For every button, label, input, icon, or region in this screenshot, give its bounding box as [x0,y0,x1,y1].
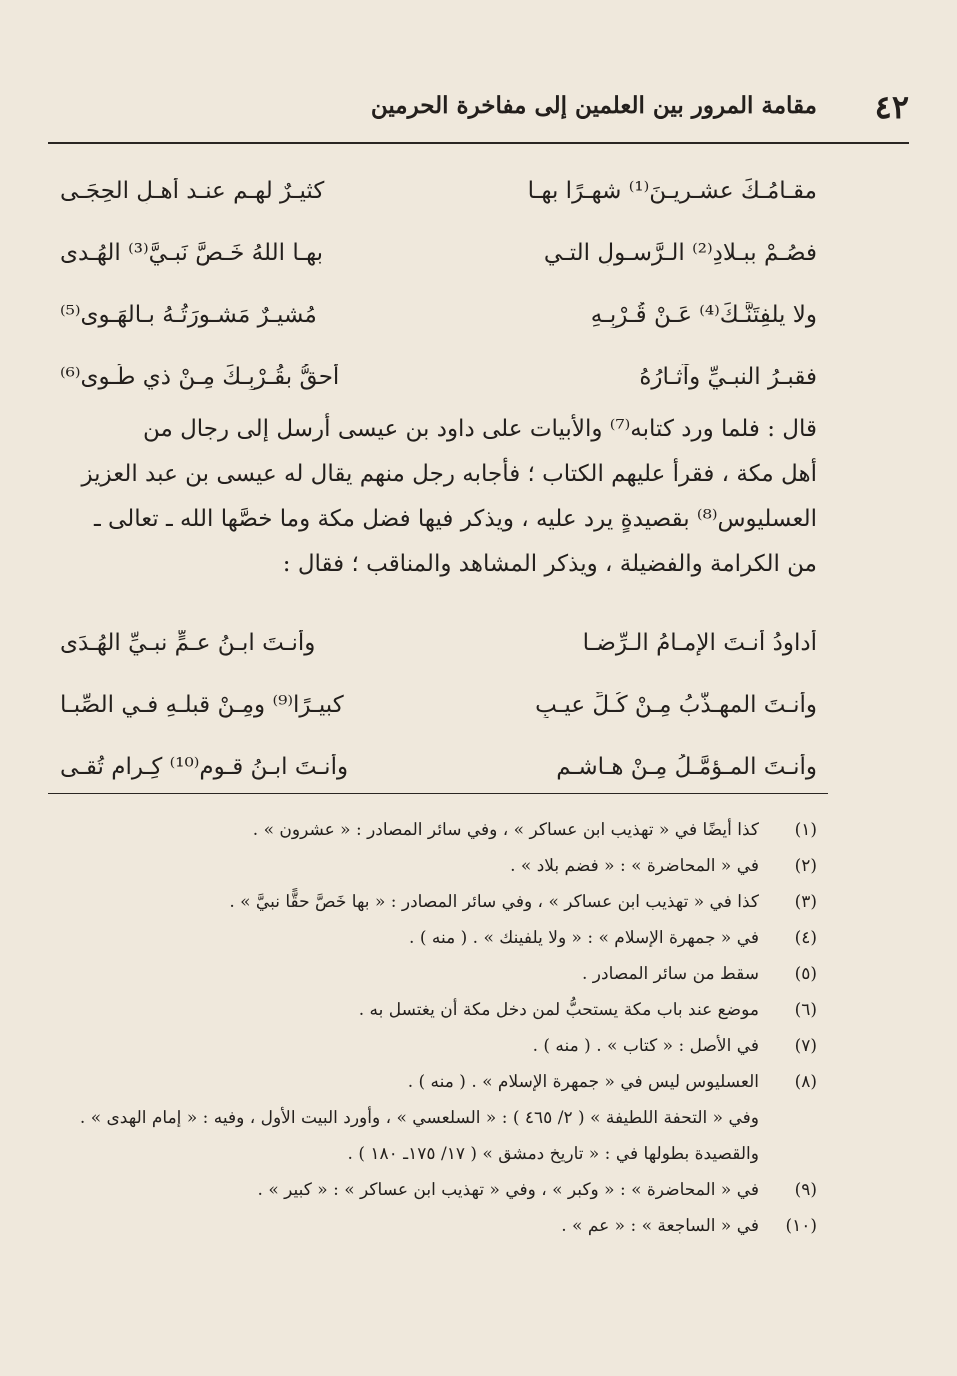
header-divider [48,142,909,144]
footnote-number: (٤) [794,928,817,948]
footnote-text: موضع عند باب مكة يستحبُّ لمن دخل مكة أن يغتسل به . [358,1000,759,1020]
verse-second-hemistich: كثيـرٌ لهـم عنـد أهـلِ الحِجَـى [60,178,325,204]
footnote-text: كذا في « تهذيب ابن عساكر » ، وفي سائر المصادر : « بها خَصَّ حقًّا نبيَّ » . [229,892,759,912]
footnote-text: في الأصل : « كتاب » . ( منه ) . [532,1036,759,1056]
verse-first-hemistich: فقبـرُ النبـيِّ وآثـارُهُ [639,364,817,390]
footnote-number: (١) [794,820,817,840]
footnote-text: في « الساجعة » : « عم » . [561,1216,759,1236]
footnote [48,848,817,884]
verse-line [60,346,817,408]
footnotes [48,812,817,1244]
footnote-divider [48,793,828,794]
footnote-number: (٧) [794,1036,817,1056]
footnote-number: (٩) [794,1180,817,1200]
footnote-text: العسليوس ليس في « جمهرة الإسلام » . ( منه ) . [407,1072,759,1092]
verse-line [60,284,817,346]
footnote-number: (٢) [794,856,817,876]
footnote [48,812,817,848]
running-header: مقامة المرور بين العلمين إلى مفاخرة الحرمين [370,92,817,119]
verse-first-hemistich: مقـامُـكَ عشـريـنَ⁽¹⁾ شهـرًا بهـا [527,178,817,204]
verse-first-hemistich: وأنـتَ المهـذَّبُ مِـنْ كُـلِّ عيـبٍ [535,692,817,718]
verse-first-hemistich: أداودُ أنـتَ الإمـامُ الـرِّضـا [582,630,817,656]
verse-line [60,736,817,798]
footnote [48,884,817,920]
footnote-number: (٣) [794,892,817,912]
verse-line [60,160,817,222]
footnote-continuation [48,1100,817,1136]
footnote-text: كذا أيضًا في « تهذيب ابن عساكر » ، وفي سائر المصادر : « عشرون » . [252,820,759,840]
footnote-number: (٦) [794,1000,817,1020]
verse-second-hemistich: أحقُّ بقُـرْبِـكَ مِـنْ ذي طُـوى⁽⁶⁾ [60,364,340,390]
prose-line: قال : فلما ورد كتابه⁽⁷⁾ والأبيات على داود بن عيسى أرسل إلى رجال من [142,416,817,442]
footnote-number: (٥) [794,964,817,984]
verse-second-hemistich: مُشيـرٌ مَشـورَتُـهُ بـالهَـوى⁽⁵⁾ [60,302,317,328]
prose-line: العسليوس⁽⁸⁾ بقصيدةٍ يرد عليه ، ويذكر فيها فضل مكة وما خصَّها الله ـ تعالى ـ [93,506,817,532]
verse-second-hemistich: وأنـتَ ابـنُ قـومٍ⁽¹⁰⁾ كِـرامٍ تُقـى [60,754,349,780]
page-number: ٤٢ [874,88,909,126]
footnote-text: والقصيدة بطولها في : « تاريخ دمشق » ( ١٧/ ١٧٥ـ ١٨٠ ) . [347,1144,759,1164]
footnote-text: وفي « التحفة اللطيفة » ( ٢/ ٤٦٥ ) : « السلعسي » ، وأورد البيت الأول ، وفيه : « إمام الهدى » . [79,1108,759,1128]
verse-first-hemistich: ولا يلفِتَنَّـكَ⁽⁴⁾ عَـنْ قُـرْبِـهِ [590,302,817,328]
prose-line: أهل مكة ، فقرأ عليهم الكتاب ؛ فأجابه رجل منهم يقال له عيسى بن عبد العزيز [81,461,817,487]
prose-line: من الكرامة والفضيلة ، ويذكر المشاهد والمناقب ؛ فقال : [282,551,817,577]
poem-block-2 [60,612,817,798]
footnote-text: في « المحاضرة » : « فضم بلاد » . [510,856,759,876]
prose-paragraph [48,407,817,587]
footnote [48,1064,817,1100]
verse-second-hemistich: كبيـرًا⁽⁹⁾ ومِـنْ قبلـهِ فـي الصِّبـا [60,692,344,718]
verse-second-hemistich: بهـا اللهُ خَـصَّ نَبـيَّ⁽³⁾ الهُـدى [60,240,324,266]
footnote [48,992,817,1028]
footnote-number: (٨) [794,1072,817,1092]
verse-line [60,222,817,284]
footnote [48,920,817,956]
footnote-text: في « جمهرة الإسلام » : « ولا يلفينك » . ( منه ) . [409,928,759,948]
footnote-text: في « المحاضرة » : « وكبر » ، وفي « تهذيب ابن عساكر » : « كبير » . [257,1180,759,1200]
footnote [48,1172,817,1208]
footnote-continuation [48,1136,817,1172]
footnote [48,956,817,992]
verse-first-hemistich: وأنـتَ المـؤمَّـلُ مِـنْ هـاشـمٍ [556,754,817,780]
verse-line [60,674,817,736]
footnote-number: (١٠) [785,1216,817,1236]
poem-block-1 [60,160,817,408]
verse-line [60,612,817,674]
footnote [48,1028,817,1064]
verse-second-hemistich: وأنـتَ ابـنُ عـمٍّ نبـيِّ الهُـدَى [60,630,316,656]
footnote-text: سقط من سائر المصادر . [581,964,759,984]
footnote [48,1208,817,1244]
verse-first-hemistich: فصُـمْ ببـلادِ⁽²⁾ الـرَّسـولِ التـي [543,240,817,266]
